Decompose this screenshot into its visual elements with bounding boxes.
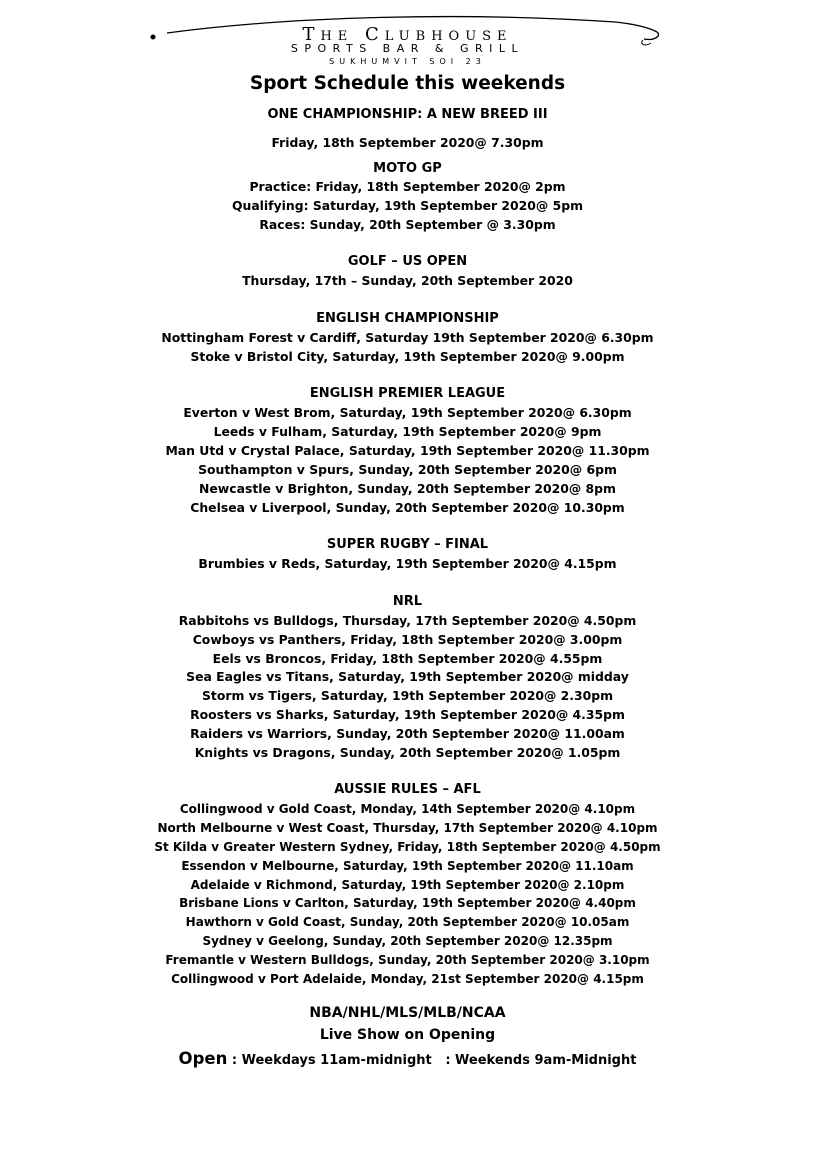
clubhouse-logo bbox=[145, 10, 670, 72]
event-line: Adelaide v Richmond, Saturday, 19th September 2020@ 2.10pm bbox=[190, 878, 625, 892]
open-label: Open bbox=[178, 1049, 228, 1068]
event-line: North Melbourne v West Coast, Thursday, 17th September 2020@ 4.10pm bbox=[157, 821, 658, 835]
event-line: Everton v West Brom, Saturday, 19th September 2020@ 6.30pm bbox=[183, 405, 632, 420]
section-heading-afl: AUSSIE RULES – AFL bbox=[334, 782, 481, 797]
section-heading-moto-gp: MOTO GP bbox=[373, 161, 442, 176]
event-line: Man Utd v Crystal Palace, Saturday, 19th September 2020@ 11.30pm bbox=[165, 443, 650, 458]
event-line: Thursday, 17th – Sunday, 20th September 2020 bbox=[242, 273, 573, 288]
footer-leagues: NBA/NHL/MLS/MLB/NCAA bbox=[309, 1005, 506, 1021]
event-line: Fremantle v Western Bulldogs, Sunday, 20th September 2020@ 3.10pm bbox=[165, 953, 650, 967]
event-line: Practice: Friday, 18th September 2020@ 2pm bbox=[249, 179, 566, 194]
event-line: Hawthorn v Gold Coast, Sunday, 20th September 2020@ 10.05am bbox=[185, 915, 630, 929]
event-line: St Kilda v Greater Western Sydney, Friday, 18th September 2020@ 4.50pm bbox=[154, 840, 661, 854]
event-line: Friday, 18th September 2020@ 7.30pm bbox=[271, 135, 544, 150]
event-line: Raiders vs Warriors, Sunday, 20th September 2020@ 11.00am bbox=[190, 726, 625, 741]
event-line: Sydney v Geelong, Sunday, 20th September 2020@ 12.35pm bbox=[202, 934, 613, 948]
section-heading-english-championship: ENGLISH CHAMPIONSHIP bbox=[316, 311, 499, 326]
logo-tagline: SPORTS BAR & GRILL bbox=[290, 42, 525, 55]
opening-hours bbox=[0, 1048, 815, 1072]
event-line: Newcastle v Brighton, Sunday, 20th September 2020@ 8pm bbox=[199, 481, 616, 496]
section-heading-nrl: NRL bbox=[392, 594, 423, 609]
event-line: Knights vs Dragons, Sunday, 20th September 2020@ 1.05pm bbox=[194, 745, 621, 760]
event-line: Essendon v Melbourne, Saturday, 19th September 2020@ 11.10am bbox=[181, 859, 634, 873]
event-line: Eels vs Broncos, Friday, 18th September 2020@ 4.55pm bbox=[212, 651, 603, 666]
event-line: Rabbitohs vs Bulldogs, Thursday, 17th September 2020@ 4.50pm bbox=[178, 613, 637, 628]
event-line: Nottingham Forest v Cardiff, Saturday 19th September 2020@ 6.30pm bbox=[161, 330, 654, 345]
section-heading-one-championship: ONE CHAMPIONSHIP: A NEW BREED III bbox=[267, 107, 548, 122]
event-line: Roosters vs Sharks, Saturday, 19th September 2020@ 4.35pm bbox=[190, 707, 625, 722]
event-line: Southampton v Spurs, Sunday, 20th September 2020@ 6pm bbox=[198, 462, 617, 477]
section-heading-super-rugby: SUPER RUGBY – FINAL bbox=[326, 537, 489, 552]
event-line: Leeds v Fulham, Saturday, 19th September 2020@ 9pm bbox=[213, 424, 602, 439]
event-line: Stoke v Bristol City, Saturday, 19th September 2020@ 9.00pm bbox=[190, 349, 625, 364]
section-heading-golf: GOLF – US OPEN bbox=[347, 254, 468, 269]
page-title: Sport Schedule this weekends bbox=[249, 73, 566, 94]
event-line: Qualifying: Saturday, 19th September 2020@ 5pm bbox=[231, 198, 584, 213]
event-line: Races: Sunday, 20th September @ 3.30pm bbox=[259, 217, 556, 232]
event-line: Chelsea v Liverpool, Sunday, 20th September 2020@ 10.30pm bbox=[190, 500, 625, 515]
event-line: Cowboys vs Panthers, Friday, 18th September 2020@ 3.00pm bbox=[192, 632, 623, 647]
section-heading-premier-league: ENGLISH PREMIER LEAGUE bbox=[309, 386, 506, 401]
event-line: Collingwood v Port Adelaide, Monday, 21st September 2020@ 4.15pm bbox=[171, 972, 644, 986]
event-line: Storm vs Tigers, Saturday, 19th September 2020@ 2.30pm bbox=[201, 688, 614, 703]
logo-location: SUKHUMVIT SOI 23 bbox=[329, 57, 486, 66]
opening-hours-text: : Weekdays 11am-midnight : Weekends 9am-Midnight bbox=[227, 1053, 637, 1068]
event-line: Brisbane Lions v Carlton, Saturday, 19th September 2020@ 4.40pm bbox=[179, 896, 636, 910]
event-line: Sea Eagles vs Titans, Saturday, 19th September 2020@ midday bbox=[186, 669, 629, 684]
footer-live-show: Live Show on Opening bbox=[319, 1027, 496, 1043]
logo-name: The Clubhouse bbox=[302, 24, 513, 45]
event-line: Collingwood v Gold Coast, Monday, 14th September 2020@ 4.10pm bbox=[179, 802, 636, 816]
event-line: Brumbies v Reds, Saturday, 19th September 2020@ 4.15pm bbox=[198, 556, 617, 571]
